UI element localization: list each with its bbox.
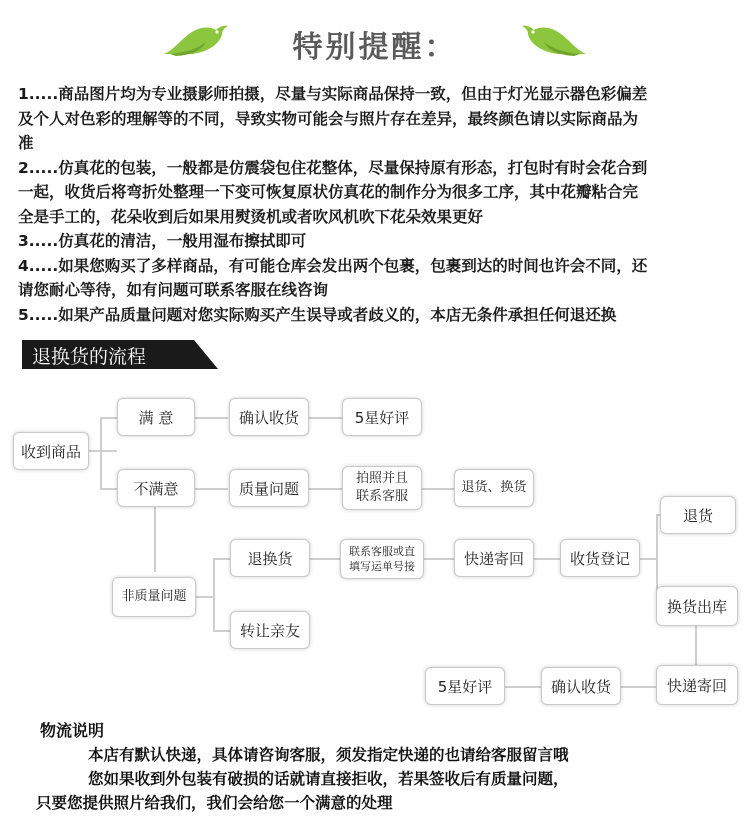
notice-line: 5.....如果产品质量问题对您实际购买产生误导或者歧义的，本店无条件承担任何退还换 (18, 305, 617, 324)
node-contact-or-fill: 联系客服或直 填写运单号接 (340, 539, 424, 579)
notice-line: 4.....如果您购买了多样商品，有可能仓库会发出两个包裹，包裹到达的时间也许会不同，还 (18, 256, 648, 275)
notice-line: 1.....商品图片均为专业摄影师拍摄，尽量与实际商品保持一致，但由于灯光显示器色彩偏差 (18, 85, 648, 103)
node-confirm-receipt: 确认收货 (229, 398, 309, 436)
node-transfer-friends: 转让亲友 (230, 611, 310, 649)
bird-icon (520, 20, 588, 60)
return-flow-diagram (0, 380, 750, 720)
notice-line: 准 (18, 134, 34, 152)
logistics-line: 只要您提供照片给我们，我们会给您一个满意的处理 (36, 794, 393, 812)
connector (695, 625, 697, 665)
node-refund: 退货 (660, 496, 736, 534)
node-unsatisfied: 不满意 (117, 469, 195, 507)
process-title: 退换货的流程 (32, 346, 147, 368)
connector (213, 630, 230, 632)
node-five-star-final: 5星好评 (425, 667, 505, 705)
notice-line: 2.....仿真花的包装，一般都是仿震袋包住花整体，尽量保持原有形态，打包时有时会花合到 (18, 158, 648, 177)
connector (640, 558, 656, 560)
node-express-return: 快递寄回 (454, 539, 534, 577)
node-express-back: 快递寄回 (656, 665, 738, 705)
node-receipt-register: 收货登记 (560, 539, 640, 577)
node-return-exchange-small: 退货、换货 (454, 469, 534, 507)
notice-line: 及个人对色彩的理解等的不同，导致实物可能会与照片存在差异，最终颜色请以实际商品为 (18, 109, 639, 128)
connector (422, 488, 454, 490)
connector (308, 417, 342, 419)
connector (194, 488, 228, 490)
connector (424, 558, 454, 560)
connector (308, 558, 340, 560)
connector (154, 506, 156, 572)
connector (213, 558, 230, 560)
connector (87, 450, 117, 452)
connector (100, 417, 117, 419)
notice-line: 请您耐心等待，如有问题可联系客服在线咨询 (18, 281, 329, 299)
node-exchange-ship: 换货出库 (656, 586, 738, 626)
node-return-exchange: 退换货 (230, 539, 310, 577)
logistics-line: 本店有默认快递，具体请咨询客服，须发指定快递的也请给客服留言哦 (88, 746, 569, 764)
connector (194, 596, 214, 598)
connector (213, 558, 215, 630)
notice-line: 全是手工的，花朵收到后如果用熨烫机或者吹风机吹下花朵效果更好 (18, 207, 484, 226)
notice-line: 一起，收货后将弯折处整理一下变可恢复原状仿真花的制作分为很多工序，其中花瓣粘合完 (18, 183, 639, 201)
node-confirm-receipt-final: 确认收货 (541, 667, 621, 705)
logistics-title: 物流说明 (40, 721, 105, 740)
node-received: 收到商品 (13, 432, 89, 470)
connector (308, 488, 342, 490)
connector (100, 488, 117, 490)
process-banner (22, 340, 218, 369)
node-five-star: 5星好评 (342, 398, 422, 436)
node-photo-contact: 拍照并且 联系客服 (342, 466, 422, 510)
connector (534, 558, 560, 560)
connector (505, 686, 541, 688)
node-non-quality-issue: 非质量问题 (112, 577, 196, 617)
connector (100, 417, 102, 490)
logistics-line: 您如果收到外包装有破损的话就请直接拒收，若果签收后有质量问题， (88, 770, 569, 788)
logistics-section (36, 718, 740, 815)
connector (620, 686, 656, 688)
notice-line: 3.....仿真花的清洁，一般用湿布擦拭即可 (18, 232, 307, 250)
connector (194, 417, 228, 419)
header (0, 0, 750, 80)
node-satisfied: 满 意 (117, 398, 195, 436)
node-quality-issue: 质量问题 (229, 469, 309, 507)
notice-list (18, 82, 740, 327)
page-title: 特别提醒： (292, 30, 458, 65)
